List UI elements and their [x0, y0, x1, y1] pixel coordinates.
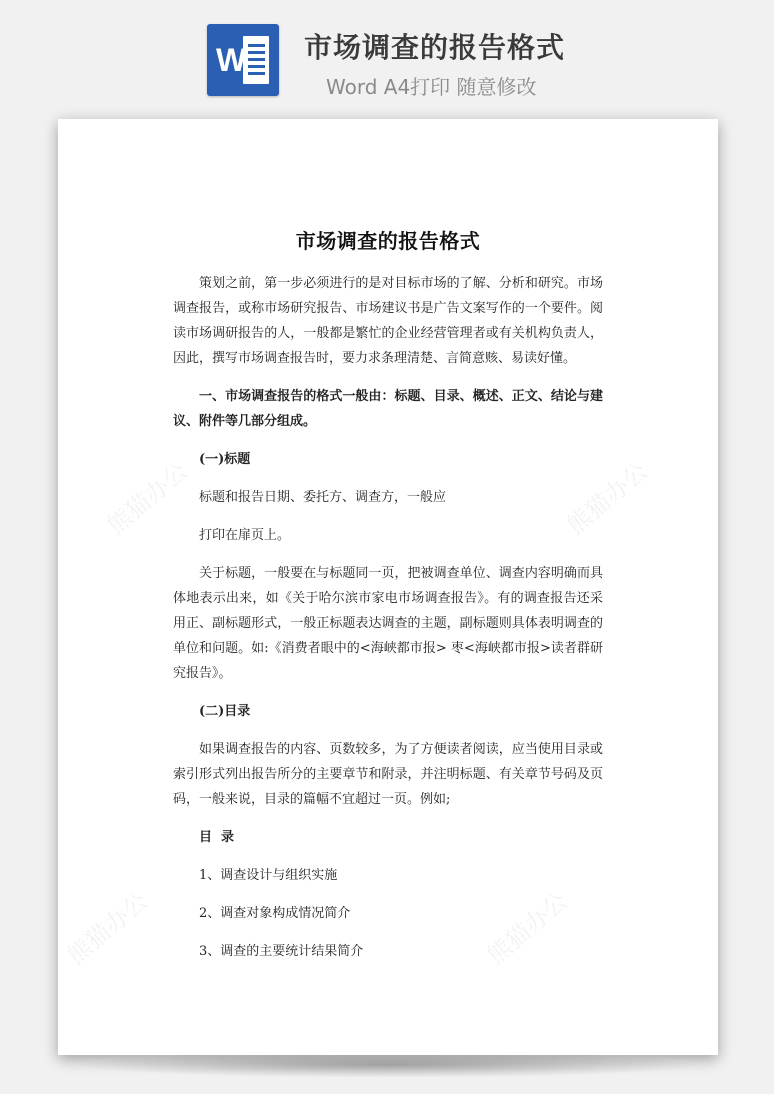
- watermark: 熊猫办公: [561, 456, 654, 540]
- header-banner: [0, 0, 774, 110]
- title-paragraph: 关于标题，一般要在与标题同一页，把被调查单位、调查内容明确而具体地表示出来，如《关于哈尔滨市家电市场调查报告》。有的调查报告还采用正、副标题形式，一般正标题表达调查的主题，副标题则具体表明调查的单位和问题。如:《消费者眼中的<海峡都市报> 枣<海峡都市报>读者群研究报告》。: [173, 566, 603, 681]
- subsection-heading-toc: (二)目录: [199, 704, 251, 719]
- toc-paragraph: 如果调查报告的内容、页数较多，为了方便读者阅读，应当使用目录或索引形式列出报告所分的主要章节和附录，并注明标题、有关章节号码及页码，一般来说，目录的篇幅不宜超过一页。例如;: [173, 742, 603, 807]
- toc-heading: 目 录: [199, 830, 235, 845]
- header-title: 市场调查的报告格式: [304, 31, 566, 64]
- watermark: 熊猫办公: [481, 886, 574, 970]
- document-lines-graphic: [243, 36, 269, 84]
- document-body: [173, 227, 603, 977]
- paragraph-line: 标题和报告日期、委托方、调查方，一般应: [199, 490, 447, 505]
- watermark: 熊猫办公: [101, 456, 194, 540]
- document-page: [58, 119, 718, 1055]
- word-document-icon: [207, 24, 279, 96]
- document-title: 市场调查的报告格式: [295, 229, 481, 253]
- toc-item: 1、调查设计与组织实施: [199, 868, 338, 883]
- header-subtitle: Word A4打印 随意修改: [326, 75, 537, 99]
- section-heading: 一、市场调查报告的格式一般由：标题、目录、概述、正文、结论与建议、附件等几部分组成。: [173, 389, 603, 429]
- subsection-heading-title: (一)标题: [199, 452, 251, 467]
- page-shadow: [74, 1052, 702, 1078]
- paragraph-line: 打印在扉页上。: [199, 528, 291, 543]
- toc-item: 3、调查的主要统计结果简介: [199, 944, 364, 959]
- word-letter: W: [216, 42, 247, 78]
- watermark: 熊猫办公: [61, 886, 154, 970]
- toc-item: 2、调查对象构成情况简介: [199, 906, 351, 921]
- intro-paragraph: 策划之前，第一步必须进行的是对目标市场的了解、分析和研究。市场调查报告，或称市场研究报告、市场建议书是广告文案写作的一个要件。阅读市场调研报告的人，一般都是繁忙的企业经营管理者或有关机构负责人，因此，撰写市场调查报告时，要力求条理清楚、言简意赅、易读好懂。: [173, 276, 603, 366]
